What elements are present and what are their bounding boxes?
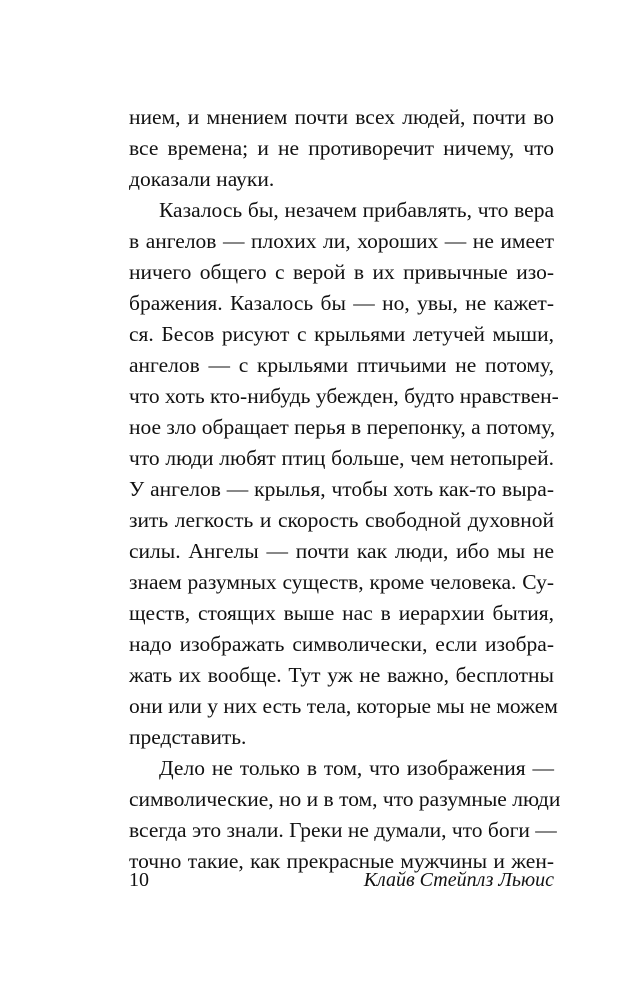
text-line: силы. Ангелы — почти как люди, ибо мы не: [129, 539, 554, 563]
page-number: 10: [129, 869, 149, 891]
text-line: надо изображать символически, если изобра-: [129, 632, 554, 656]
text-line: они или у них есть тела, которые мы не можем: [129, 694, 558, 718]
page-footer: [129, 865, 554, 895]
text-line: что хоть кто-нибудь убежден, будто нравствен-: [129, 384, 559, 408]
text-line: все времена; и не противоречит ничему, что: [129, 136, 554, 160]
text-line: нием, и мнением почти всех людей, почти во: [129, 105, 554, 129]
text-line: ничего общего с верой в их привычные изо-: [129, 260, 554, 284]
text-line: всегда это знали. Греки не думали, что боги —: [129, 818, 557, 842]
text-line: Дело не только в том, что изображения —: [159, 756, 554, 780]
text-line: в ангелов — плохих ли, хороших — не имеет: [129, 229, 554, 253]
text-line: Казалось бы, незачем прибавлять, что вера: [159, 198, 554, 222]
text-line: ществ, стоящих выше нас в иерархии бытия,: [129, 601, 554, 625]
running-footer-author: Клайв Стейплз Льюис: [363, 869, 554, 891]
text-line: ное зло обращает перья в перепонку, а потому,: [129, 415, 556, 439]
text-line: У ангелов — крылья, чтобы хоть как-то выра-: [129, 477, 554, 501]
text-line: бражения. Казалось бы — но, увы, не кажет-: [129, 291, 554, 315]
text-line: ся. Бесов рисуют с крыльями летучей мыши,: [129, 322, 554, 346]
text-line: зить легкость и скорость свободной духовной: [129, 508, 554, 532]
text-line: представить.: [129, 725, 247, 749]
text-line: точно такие, как прекрасные мужчины и жен-: [129, 849, 554, 873]
text-line: доказали науки.: [129, 167, 275, 191]
text-line: символические, но и в том, что разумные люди: [129, 787, 561, 811]
text-line: что люди любят птиц больше, чем нетопырей.: [129, 446, 554, 470]
body-text: [129, 102, 561, 877]
text-line: жать их вообще. Тут уж не важно, бесплотны: [129, 663, 554, 687]
text-line: ангелов — с крыльями птичьими не потому,: [129, 353, 554, 377]
text-line: знаем разумных существ, кроме человека. Су-: [129, 570, 554, 594]
